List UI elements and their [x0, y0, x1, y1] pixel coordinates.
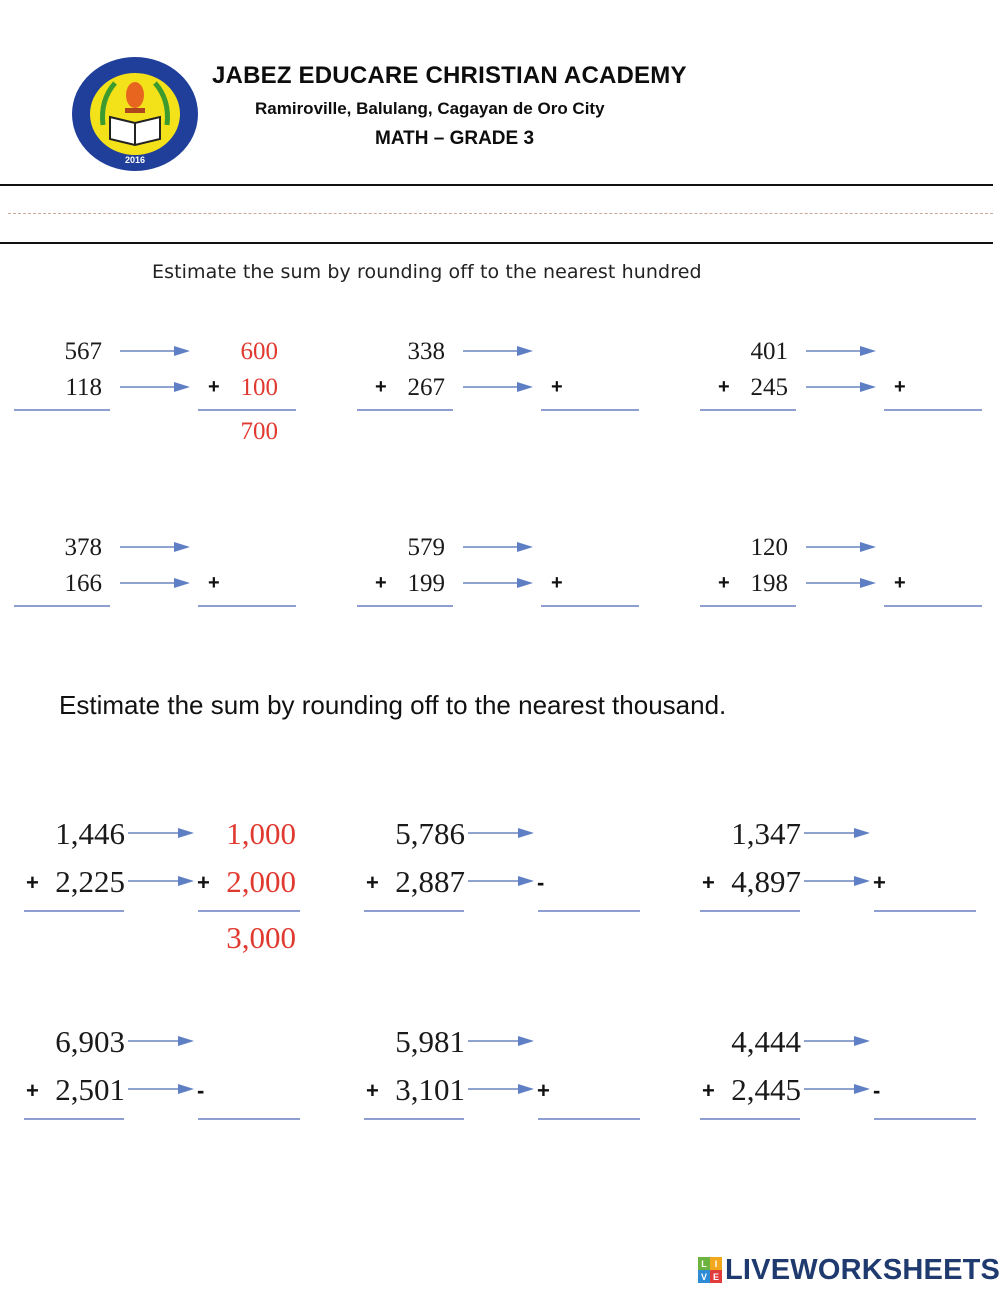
operation-sign: +	[551, 376, 563, 398]
addend-top: 579	[407, 534, 445, 561]
subject-title: MATH – GRADE 3	[375, 128, 535, 149]
arrow-right-icon	[806, 542, 876, 552]
operation-sign: +	[551, 572, 563, 594]
sum-underline	[700, 910, 800, 912]
arrow-right-icon	[804, 876, 870, 886]
arrow-right-icon	[128, 828, 194, 838]
rounded-bottom-answer[interactable]	[576, 1072, 636, 1102]
answer-underline	[884, 409, 982, 411]
addend-bottom: 166	[64, 570, 102, 597]
answer-underline	[884, 605, 982, 607]
estimated-sum-answer[interactable]	[576, 1128, 636, 1158]
sum-underline	[364, 910, 464, 912]
problem-block	[340, 816, 660, 956]
instruction-nearest-hundred: Estimate the sum by rounding off to the nearest hundred	[152, 261, 702, 283]
svg-text:2016: 2016	[124, 155, 146, 165]
plus-sign: +	[718, 376, 730, 398]
arrow-right-icon	[468, 876, 534, 886]
operation-sign: +	[894, 376, 906, 398]
writing-line-top	[0, 184, 993, 186]
rounded-top-answer[interactable]	[561, 338, 621, 368]
answer-underline	[538, 910, 640, 912]
school-crest-icon	[70, 55, 200, 173]
plus-sign: +	[366, 1078, 379, 1103]
operation-sign: +	[208, 572, 220, 594]
addend-top: 6,903	[55, 1024, 125, 1059]
operation-sign: +	[537, 1078, 550, 1103]
arrow-right-icon	[463, 346, 533, 356]
rounded-top-answer[interactable]: 600	[240, 338, 278, 365]
answer-underline	[198, 910, 300, 912]
arrow-right-icon	[463, 542, 533, 552]
arrow-right-icon	[120, 382, 190, 392]
sum-underline	[357, 605, 453, 607]
arrow-right-icon	[468, 1036, 534, 1046]
addend-top: 567	[64, 338, 102, 365]
arrow-right-icon	[804, 1084, 870, 1094]
live-badge-icon: L I V E	[698, 1257, 722, 1283]
arrow-right-icon	[806, 382, 876, 392]
liveworksheets-logo	[698, 1253, 1000, 1286]
addend-bottom: 4,897	[731, 864, 801, 899]
rounded-bottom-answer[interactable]	[912, 1072, 972, 1102]
problem-block	[343, 338, 663, 448]
addend-top: 5,981	[395, 1024, 465, 1059]
operation-sign: +	[873, 870, 886, 895]
problem-block	[0, 534, 320, 644]
estimated-sum-answer[interactable]	[904, 418, 964, 448]
addend-bottom: 245	[750, 374, 788, 401]
addend-top: 378	[64, 534, 102, 561]
problem-block	[340, 1024, 660, 1164]
sum-underline	[24, 910, 124, 912]
problem-block	[343, 534, 663, 644]
addend-bottom: 2,501	[55, 1072, 125, 1107]
addend-top: 120	[750, 534, 788, 561]
addend-bottom: 267	[407, 374, 445, 401]
rounded-top-answer[interactable]	[561, 534, 621, 564]
sum-underline	[364, 1118, 464, 1120]
addend-top: 4,444	[731, 1024, 801, 1059]
rounded-top-answer[interactable]	[236, 1024, 296, 1054]
addend-bottom: 198	[750, 570, 788, 597]
answer-underline	[198, 1118, 300, 1120]
addend-top: 5,786	[395, 816, 465, 851]
estimated-sum-answer[interactable]: 3,000	[226, 920, 296, 955]
estimated-sum-answer[interactable]	[912, 920, 972, 950]
addend-bottom: 2,887	[395, 864, 465, 899]
addend-top: 1,446	[55, 816, 125, 851]
answer-underline	[198, 409, 296, 411]
sum-underline	[357, 409, 453, 411]
rounded-top-answer[interactable]	[576, 1024, 636, 1054]
plus-sign: +	[26, 1078, 39, 1103]
arrow-right-icon	[463, 382, 533, 392]
rounded-top-answer[interactable]	[912, 816, 972, 846]
arrow-right-icon	[120, 346, 190, 356]
sum-underline	[14, 409, 110, 411]
addend-top: 401	[750, 338, 788, 365]
estimated-sum-answer[interactable]	[904, 614, 964, 644]
addend-top: 338	[407, 338, 445, 365]
rounded-top-answer[interactable]	[904, 534, 964, 564]
arrow-right-icon	[468, 1084, 534, 1094]
sum-underline	[700, 605, 796, 607]
problem-block	[676, 1024, 996, 1164]
sum-underline	[24, 1118, 124, 1120]
arrow-right-icon	[120, 542, 190, 552]
rounded-bottom-answer[interactable]	[904, 570, 964, 600]
operation-sign: -	[537, 870, 545, 895]
problem-block	[0, 338, 320, 448]
operation-sign: +	[208, 376, 220, 398]
school-name: JABEZ EDUCARE CHRISTIAN ACADEMY	[212, 62, 687, 89]
rounded-bottom-answer[interactable]	[576, 864, 636, 894]
arrow-right-icon	[806, 578, 876, 588]
sum-underline	[14, 605, 110, 607]
estimated-sum-answer[interactable]	[236, 1128, 296, 1158]
operation-sign: -	[197, 1078, 205, 1103]
rounded-top-answer[interactable]: 1,000	[226, 816, 296, 851]
rounded-bottom-answer[interactable]	[236, 1072, 296, 1102]
operation-sign: +	[197, 870, 210, 895]
instruction-nearest-thousand: Estimate the sum by rounding off to the nearest thousand.	[59, 690, 727, 720]
rounded-top-answer[interactable]	[904, 338, 964, 368]
arrow-right-icon	[128, 1084, 194, 1094]
estimated-sum-answer[interactable]	[561, 614, 621, 644]
arrow-right-icon	[806, 346, 876, 356]
rounded-bottom-answer[interactable]	[904, 374, 964, 404]
rounded-bottom-answer[interactable]	[218, 570, 278, 600]
addend-bottom: 118	[65, 374, 102, 401]
arrow-right-icon	[463, 578, 533, 588]
problem-block	[0, 1024, 320, 1164]
writing-line-midline	[8, 213, 993, 214]
answer-underline	[541, 605, 639, 607]
sum-underline	[700, 409, 796, 411]
problem-block	[0, 816, 320, 956]
answer-underline	[874, 910, 976, 912]
addend-bottom: 3,101	[395, 1072, 465, 1107]
arrow-right-icon	[804, 828, 870, 838]
plus-sign: +	[375, 572, 387, 594]
plus-sign: +	[26, 870, 39, 895]
answer-underline	[541, 409, 639, 411]
operation-sign: -	[873, 1078, 881, 1103]
estimated-sum-answer[interactable]	[218, 614, 278, 644]
problem-block	[686, 338, 1000, 448]
school-logo	[70, 55, 200, 173]
estimated-sum-answer[interactable]	[576, 920, 636, 950]
arrow-right-icon	[804, 1036, 870, 1046]
arrow-right-icon	[128, 1036, 194, 1046]
sum-underline	[700, 1118, 800, 1120]
brand-name: LIVEWORKSHEETS	[725, 1253, 1000, 1286]
plus-sign: +	[702, 870, 715, 895]
plus-sign: +	[718, 572, 730, 594]
rounded-top-answer[interactable]	[218, 534, 278, 564]
answer-underline	[538, 1118, 640, 1120]
rounded-bottom-answer[interactable]	[561, 374, 621, 404]
rounded-top-answer[interactable]	[912, 1024, 972, 1054]
addend-top: 1,347	[731, 816, 801, 851]
addend-bottom: 2,225	[55, 864, 125, 899]
estimated-sum-answer[interactable]	[561, 418, 621, 448]
plus-sign: +	[375, 376, 387, 398]
arrow-right-icon	[120, 578, 190, 588]
answer-underline	[198, 605, 296, 607]
rounded-bottom-answer[interactable]: 100	[240, 374, 278, 401]
rounded-bottom-answer[interactable]	[561, 570, 621, 600]
addend-bottom: 2,445	[731, 1072, 801, 1107]
school-address: Ramiroville, Balulang, Cagayan de Oro City	[255, 99, 605, 118]
arrow-right-icon	[128, 876, 194, 886]
problem-block	[676, 816, 996, 956]
problem-block	[686, 534, 1000, 644]
addend-bottom: 199	[407, 570, 445, 597]
estimated-sum-answer[interactable]	[912, 1128, 972, 1158]
operation-sign: +	[894, 572, 906, 594]
rounded-bottom-answer[interactable]: 2,000	[226, 864, 296, 899]
plus-sign: +	[702, 1078, 715, 1103]
estimated-sum-answer[interactable]: 700	[240, 418, 278, 445]
writing-line-bottom[interactable]	[0, 242, 993, 244]
arrow-right-icon	[468, 828, 534, 838]
rounded-bottom-answer[interactable]	[912, 864, 972, 894]
answer-underline	[874, 1118, 976, 1120]
rounded-top-answer[interactable]	[576, 816, 636, 846]
plus-sign: +	[366, 870, 379, 895]
